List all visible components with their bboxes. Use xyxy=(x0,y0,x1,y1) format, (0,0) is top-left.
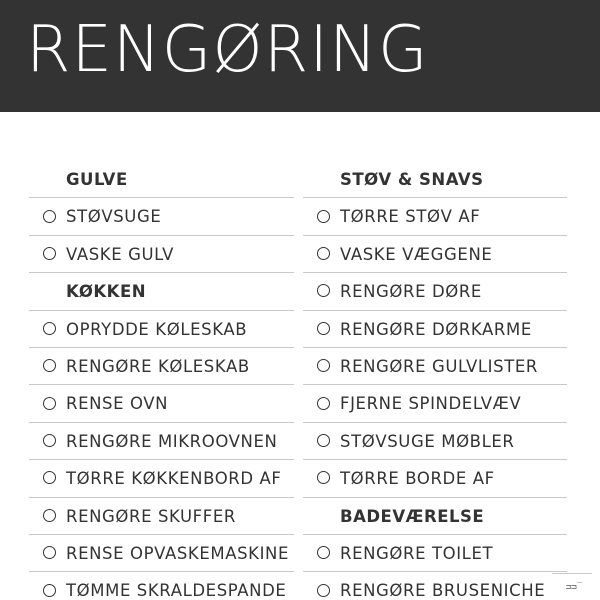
corner-mark: ᴝᴝ‾ xyxy=(566,582,583,592)
circle-outline-icon[interactable] xyxy=(317,546,330,559)
section-heading-label: KØKKEN xyxy=(66,282,147,302)
checklist-item-label: TØRRE STØV AF xyxy=(340,207,481,227)
section-heading-stov-and-snavs xyxy=(303,161,567,198)
checklist-item-rengore-skuffer[interactable] xyxy=(29,498,294,535)
checklist-item-rengore-dorkarme[interactable] xyxy=(303,311,567,348)
checklist-item-label: RENGØRE SKUFFER xyxy=(66,506,236,526)
section-heading-label: STØV & SNAVS xyxy=(340,170,484,189)
checklist-item-label: RENGØRE BRUSENICHE xyxy=(340,581,546,600)
checklist-item-vaske-gulv[interactable] xyxy=(29,236,294,273)
checklist-item-label: RENSE OPVASKEMASKINE xyxy=(66,543,290,563)
checklist-item-label: FJERNE SPINDELVÆV xyxy=(340,394,522,414)
circle-outline-icon[interactable] xyxy=(43,471,56,484)
circle-outline-icon[interactable] xyxy=(43,397,56,410)
circle-outline-icon[interactable] xyxy=(43,359,56,372)
circle-outline-icon[interactable] xyxy=(43,247,56,260)
checklist-item-label: STØVSUGE MØBLER xyxy=(340,431,515,451)
checklist-item-label: STØVSUGE xyxy=(66,207,162,227)
checklist-item-label: RENGØRE DØRE xyxy=(340,282,482,302)
circle-outline-icon[interactable] xyxy=(43,434,56,447)
section-heading-kokken xyxy=(29,273,294,310)
section-heading-label: BADEVÆRELSE xyxy=(340,506,485,526)
checklist-item-rengore-toilet[interactable] xyxy=(303,535,567,572)
checklist-item-tomme-skraldespande[interactable] xyxy=(29,572,294,600)
checklist-item-rengore-bruseniche[interactable] xyxy=(303,572,567,600)
checklist-item-torre-stov-af[interactable] xyxy=(303,198,567,235)
circle-outline-icon[interactable] xyxy=(317,210,330,223)
section-heading-badevaerelse xyxy=(303,498,567,535)
circle-outline-icon[interactable] xyxy=(43,546,56,559)
circle-outline-icon[interactable] xyxy=(43,584,56,597)
circle-outline-icon[interactable] xyxy=(43,210,56,223)
checklist-item-label: VASKE VÆGGENE xyxy=(340,244,493,264)
checklist-item-label: TØRRE BORDE AF xyxy=(340,469,495,489)
checklist-item-label: RENGØRE TOILET xyxy=(340,543,494,563)
section-heading-label: GULVE xyxy=(66,170,128,189)
checklist-item-label: OPRYDDE KØLESKAB xyxy=(66,319,248,339)
checklist-item-label: VASKE GULV xyxy=(66,244,175,264)
checklist-item-rense-ovn[interactable] xyxy=(29,385,294,422)
checklist-item-fjerne-spindelvaev[interactable] xyxy=(303,385,567,422)
checklist-item-label: TØRRE KØKKENBORD AF xyxy=(66,469,282,489)
checklist-item-rengore-koleskab[interactable] xyxy=(29,348,294,385)
circle-outline-icon[interactable] xyxy=(317,284,330,297)
left-column xyxy=(29,161,294,600)
checklist-item-rengore-dore[interactable] xyxy=(303,273,567,310)
circle-outline-icon[interactable] xyxy=(317,434,330,447)
checklist-item-torre-kokkenbord-af[interactable] xyxy=(29,460,294,497)
checklist-item-label: RENGØRE KØLESKAB xyxy=(66,356,250,376)
checklist-item-label: RENGØRE GULVLISTER xyxy=(340,356,538,376)
checklist-item-torre-borde-af[interactable] xyxy=(303,460,567,497)
circle-outline-icon[interactable] xyxy=(43,509,56,522)
circle-outline-icon[interactable] xyxy=(317,359,330,372)
checklist-item-label: RENGØRE DØRKARME xyxy=(340,319,532,339)
circle-outline-icon[interactable] xyxy=(317,322,330,335)
checklist-item-label: RENSE OVN xyxy=(66,394,169,414)
right-column xyxy=(303,161,567,600)
checklist-item-stovsuge-mobler[interactable] xyxy=(303,423,567,460)
checklist-item-stovsuge[interactable] xyxy=(29,198,294,235)
title-banner xyxy=(0,0,600,112)
circle-outline-icon[interactable] xyxy=(317,584,330,597)
section-heading-gulve xyxy=(29,161,294,198)
corner-divider xyxy=(552,573,592,574)
circle-outline-icon[interactable] xyxy=(317,247,330,260)
checklist-item-rengore-mikroovnen[interactable] xyxy=(29,423,294,460)
checklist-item-label: TØMME SKRALDESPANDE xyxy=(66,581,287,600)
checklist-item-oprydde-koleskab[interactable] xyxy=(29,311,294,348)
checklist-item-rengore-gulvlister[interactable] xyxy=(303,348,567,385)
checklist-item-label: RENGØRE MIKROOVNEN xyxy=(66,431,278,451)
circle-outline-icon[interactable] xyxy=(317,471,330,484)
circle-outline-icon[interactable] xyxy=(43,322,56,335)
page-title: RENGØRING xyxy=(26,13,429,87)
circle-outline-icon[interactable] xyxy=(317,397,330,410)
checklist-item-rense-opvaskemaskine[interactable] xyxy=(29,535,294,572)
checklist-item-vaske-vaeggene[interactable] xyxy=(303,236,567,273)
